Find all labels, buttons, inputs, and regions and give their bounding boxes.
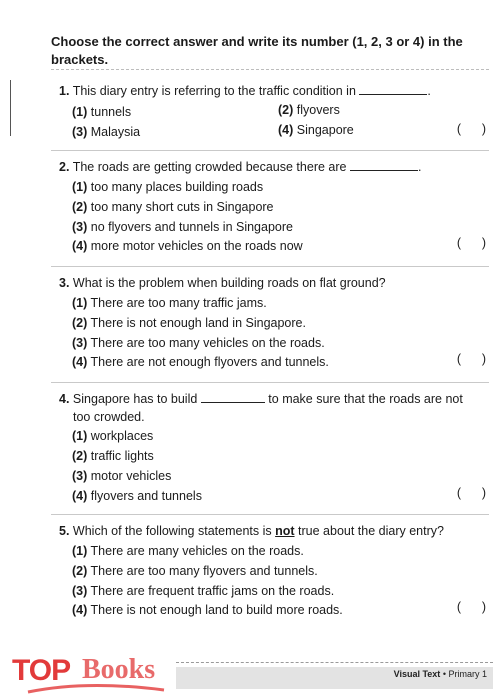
option-1: (1) tunnels <box>72 105 132 119</box>
question-1-stem: 1. This diary entry is referring to the traffic condition in . <box>59 84 431 98</box>
option-2: (2) flyovers <box>278 103 340 117</box>
watermark-top: TOP <box>12 654 71 687</box>
question-3 <box>59 274 489 374</box>
option-4: (4) flyovers and tunnels <box>72 489 202 503</box>
option-2: (2) too many short cuts in Singapore <box>72 200 274 214</box>
section-divider <box>51 382 489 383</box>
section-divider <box>51 266 489 267</box>
footer-label: Visual Text • Primary 1 <box>393 669 487 679</box>
answer-blank <box>350 158 418 171</box>
question-3-stem: 3. What is the problem when building roads on flat ground? <box>59 276 386 290</box>
option-2: (2) There is not enough land in Singapore. <box>72 316 306 330</box>
topbooks-watermark-logo <box>4 652 184 698</box>
question-4 <box>59 390 489 506</box>
option-3: (3) There are too many vehicles on the roads. <box>72 336 325 350</box>
option-3: (3) no flyovers and tunnels in Singapore <box>72 220 293 234</box>
question-4-stem: 4. Singapore has to build to make sure that the roads are not <box>59 392 463 406</box>
answer-bracket[interactable]: ( ) <box>456 486 486 500</box>
question-5-stem: 5. Which of the following statements is not true about the diary entry? <box>59 524 444 538</box>
option-4: (4) There is not enough land to build more roads. <box>72 603 343 617</box>
answer-bracket[interactable]: ( ) <box>456 236 486 250</box>
watermark-swoosh <box>26 682 166 696</box>
emphasis-not: not <box>275 524 295 538</box>
instruction-text: Choose the correct answer and write its number (1, 2, 3 or 4) in the brackets. <box>51 34 463 67</box>
margin-line <box>10 80 11 136</box>
option-3: (3) motor vehicles <box>72 469 172 483</box>
option-1: (1) workplaces <box>72 429 154 443</box>
question-number: 1. <box>59 84 70 98</box>
option-4: (4) There are not enough flyovers and tunnels. <box>72 355 329 369</box>
question-number: 5. <box>59 524 70 538</box>
question-1 <box>59 82 489 142</box>
option-1: (1) There are many vehicles on the roads. <box>72 544 304 558</box>
option-3: (3) Malaysia <box>72 125 141 139</box>
answer-bracket[interactable]: ( ) <box>456 352 486 366</box>
section-divider <box>51 514 489 515</box>
answer-bracket[interactable]: ( ) <box>456 600 486 614</box>
footer-dashed-line <box>176 662 493 663</box>
option-2: (2) traffic lights <box>72 449 154 463</box>
answer-bracket[interactable]: ( ) <box>456 122 486 136</box>
section-divider <box>51 150 489 151</box>
answer-blank <box>201 390 265 403</box>
question-4-stem-line2: too crowded. <box>73 410 145 424</box>
option-4: (4) more motor vehicles on the roads now <box>72 239 303 253</box>
option-3: (3) There are frequent traffic jams on the roads. <box>72 584 335 598</box>
answer-blank <box>359 82 427 95</box>
option-1: (1) There are too many traffic jams. <box>72 296 267 310</box>
page-footer <box>0 652 493 700</box>
question-2-stem: 2. The roads are getting crowded because there are . <box>59 160 422 174</box>
watermark-books: Books <box>82 654 156 685</box>
question-2 <box>59 158 489 258</box>
instruction-divider <box>51 69 489 70</box>
option-2: (2) There are too many flyovers and tunnels. <box>72 564 318 578</box>
option-1: (1) too many places building roads <box>72 180 264 194</box>
question-number: 3. <box>59 276 70 290</box>
question-number: 2. <box>59 160 70 174</box>
question-5 <box>59 522 489 622</box>
question-number: 4. <box>59 392 70 406</box>
option-4: (4) Singapore <box>278 123 354 137</box>
